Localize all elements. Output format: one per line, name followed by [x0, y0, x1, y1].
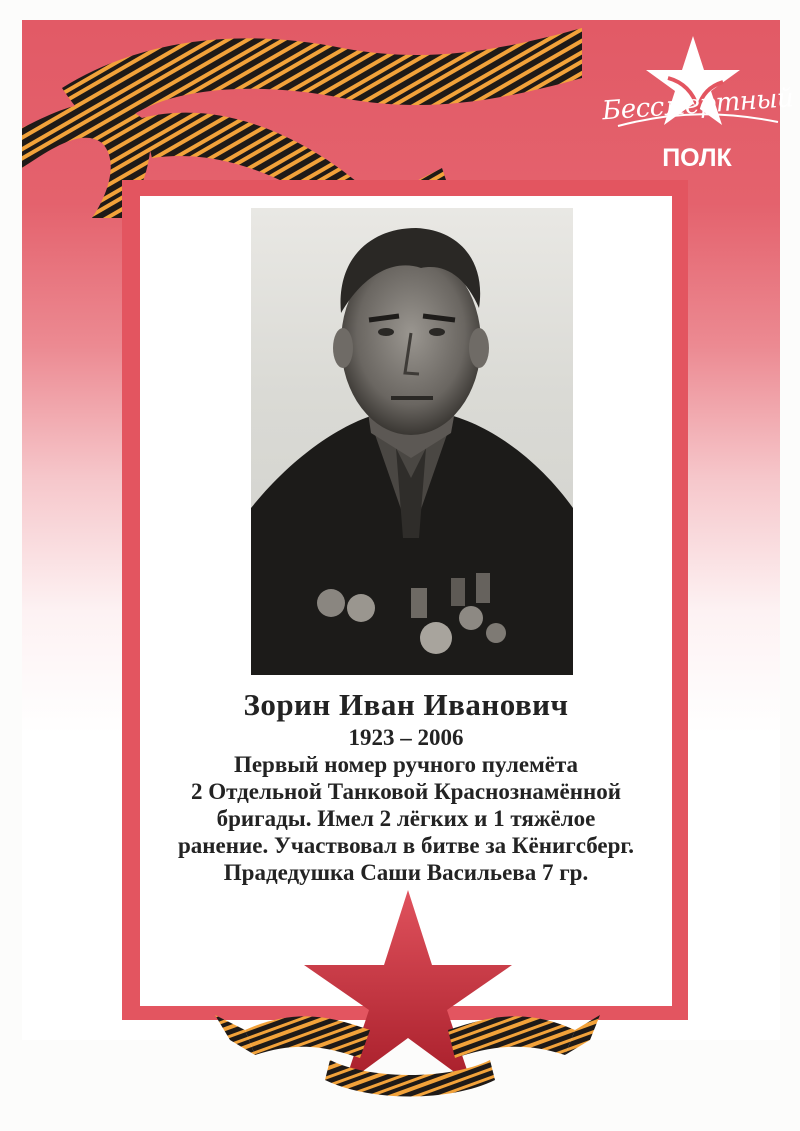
- logo-title: Бессмертный: [601, 83, 795, 127]
- bio-line: Первый номер ручного пулемёта: [233, 752, 579, 777]
- red-star-ribbon-decoration: [0, 880, 800, 1110]
- bio-line: Прадедушка Саши Васильева 7 гр.: [223, 860, 589, 885]
- logo-subtitle: ПОЛК: [662, 144, 732, 172]
- life-years: 1923 – 2006: [348, 725, 464, 750]
- person-name: Зорин Иван Иванович: [243, 687, 569, 722]
- portrait-photo: [251, 208, 573, 675]
- bio-line: 2 Отдельной Танковой Краснознамённой: [190, 779, 621, 804]
- red-star-icon: [304, 890, 512, 1085]
- bio-line: ранение. Участвовал в битве за Кёнигсберг.: [177, 833, 634, 858]
- bio-line: бригады. Имел 2 лёгких и 1 тяжёлое: [216, 806, 596, 831]
- biography-block: [140, 688, 672, 886]
